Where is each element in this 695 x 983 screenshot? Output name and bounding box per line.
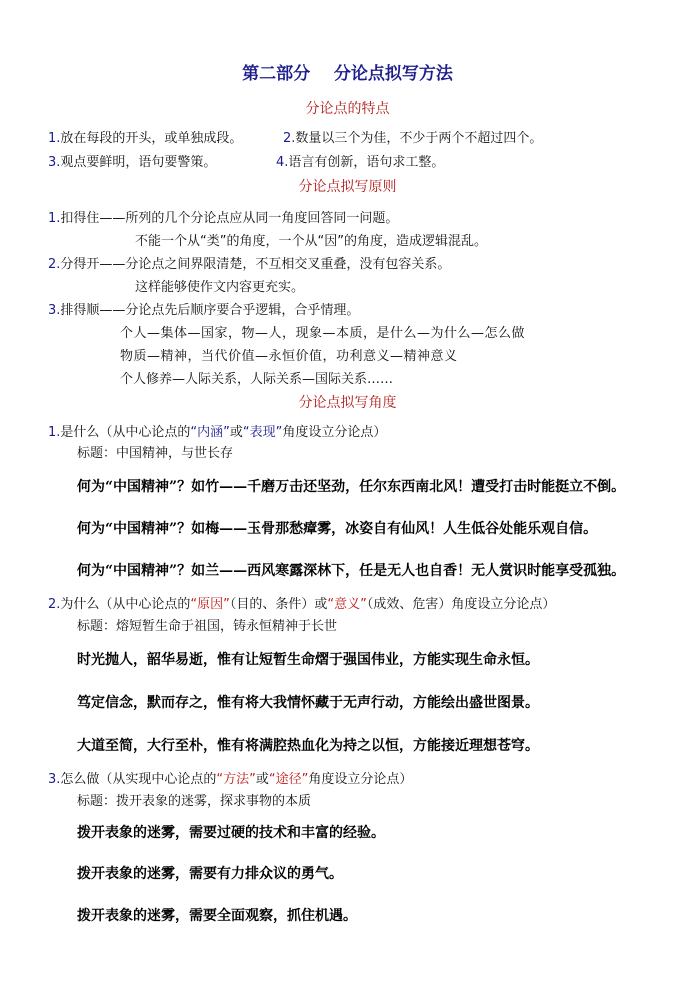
angle-2-example-1: 时光抛人，韶华易逝，惟有让短暂生命熠于强国伟业，方能实现生命永恒。 <box>77 652 539 668</box>
item-number: 3. <box>48 155 61 170</box>
angle-text: 角度设立分论点） <box>308 772 413 787</box>
feature-text: 语言有创新，语句求工整。 <box>288 155 445 170</box>
angle-text: 或 <box>255 772 269 787</box>
feature-text: 观点要鲜明，语句要警策。 <box>60 155 217 170</box>
principle-text: 扣得住——所列的几个分论点应从同一角度回答同一问题。 <box>60 211 399 226</box>
principle-3 <box>48 299 359 318</box>
keyword: “内涵” <box>190 425 230 440</box>
angle-3-topic: 标题：拨开表象的迷雾，探求事物的本质 <box>77 794 312 809</box>
principle-3-example-2: 物质—精神，当代价值—永恒价值，功利意义—精神意义 <box>120 349 458 364</box>
angle-2-example-3: 大道至简，大行至朴，惟有将满腔热血化为持之以恒，方能接近理想苍穹。 <box>77 738 539 754</box>
angle-2-example-2: 笃定信念，默而存之，惟有将大我情怀藏于无声行动，方能绘出盛世图景。 <box>77 695 539 711</box>
angle-3 <box>48 768 412 787</box>
feature-line-4 <box>276 151 444 170</box>
angle-1-example-2: 何为“中国精神”？如梅——玉骨那愁瘴雾，冰姿自有仙风！人生低谷处能乐观自信。 <box>77 521 598 537</box>
principle-3-example-3: 个人修养—人际关系，人际关系—国际关系…… <box>120 372 394 387</box>
feature-line-1 <box>48 127 242 146</box>
angle-3-example-1: 拨开表象的迷雾，需要过硬的技术和丰富的经验。 <box>77 825 385 841</box>
heading-principles: 分论点拟写原则 <box>298 179 397 195</box>
angle-text: 或 <box>229 425 243 440</box>
item-number: 2. <box>283 131 296 146</box>
angle-1-example-3: 何为“中国精神”？如兰——西风寒露深林下，任是无人也自香！无人赏识时能享受孤独。 <box>77 563 626 579</box>
item-number: 2. <box>48 597 61 612</box>
feature-text: 放在每段的开头，或单独成段。 <box>60 131 243 146</box>
page-title: 第二部分 分论点拟写方法 <box>242 64 453 84</box>
principle-2-detail: 这样能够使作文内容更充实。 <box>135 280 305 295</box>
angle-text: 是什么（从中心论点的 <box>60 425 191 440</box>
angle-text: 为什么（从中心论点的 <box>60 597 191 612</box>
item-number: 2. <box>48 257 61 272</box>
keyword: “原因” <box>190 597 230 612</box>
angle-text: （目的、条件）或 <box>229 597 328 612</box>
angle-1-topic: 标题：中国精神，与世长存 <box>77 446 234 461</box>
item-number: 1. <box>48 425 61 440</box>
angle-1-example-1: 何为“中国精神”？如竹——千磨万击还坚劲，任尔东西南北风！遭受打击时能挺立不倒。 <box>77 479 626 495</box>
angle-text: （成效、危害）角度设立分论点） <box>366 597 556 612</box>
principle-1-detail: 不能一个从“类”的角度，一个从“因”的角度，造成逻辑混乱。 <box>135 234 487 249</box>
angle-3-example-3: 拨开表象的迷雾，需要全面观察，抓住机遇。 <box>77 908 357 924</box>
angle-1 <box>48 421 386 440</box>
principle-1 <box>48 207 398 226</box>
angle-text: 角度设立分论点） <box>282 425 387 440</box>
keyword: “意义” <box>327 597 367 612</box>
principle-text: 分得开——分论点之间界限清楚，不互相交叉重叠，没有包容关系。 <box>60 257 451 272</box>
item-number: 3. <box>48 303 61 318</box>
heading-angles: 分论点拟写角度 <box>298 395 397 411</box>
principle-text: 排得顺——分论点先后顺序要合乎逻辑，合乎情理。 <box>60 303 360 318</box>
angle-2 <box>48 593 555 612</box>
item-number: 1. <box>48 131 61 146</box>
heading-features: 分论点的特点 <box>305 101 390 117</box>
angle-2-topic: 标题：熔短暂生命于祖国，铸永恒精神于长世 <box>77 619 338 634</box>
feature-text: 数量以三个为佳，不少于两个不超过四个。 <box>295 131 543 146</box>
angle-text: 怎么做（从实现中心论点的 <box>60 772 217 787</box>
principle-2 <box>48 253 450 272</box>
item-number: 3. <box>48 772 61 787</box>
angle-3-example-2: 拨开表象的迷雾，需要有力排众议的勇气。 <box>77 866 343 882</box>
feature-line-3 <box>48 151 216 170</box>
item-number: 1. <box>48 211 61 226</box>
principle-3-example-1: 个人—集体—国家，物—人，现象—本质，是什么—为什么—怎么做 <box>120 326 526 341</box>
keyword: “表现” <box>242 425 283 440</box>
item-number: 4. <box>276 155 289 170</box>
feature-line-2 <box>283 127 542 146</box>
keyword: “途径” <box>268 772 309 787</box>
keyword: “方法” <box>216 772 256 787</box>
